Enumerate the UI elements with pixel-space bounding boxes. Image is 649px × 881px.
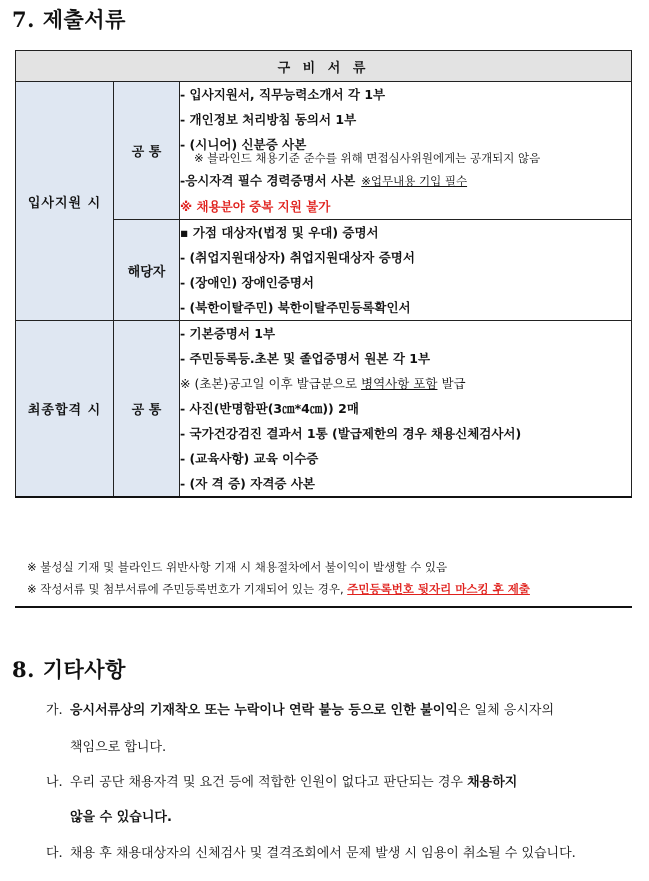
item-marker: 다.	[46, 846, 63, 861]
list-item	[180, 168, 631, 194]
item-text: 은 일체 응시자의	[457, 703, 555, 718]
no-duplicate-warning: ※ 채용분야 중복 지원 불가	[180, 199, 331, 214]
etc-item-da	[46, 842, 636, 861]
item-marker: 가.	[46, 703, 63, 718]
item-bold-text: 응시서류상의 기재착오 또는 누락이나 연락 불능 등으로 인한 불이익	[70, 703, 458, 718]
etc-item-ga	[46, 699, 636, 718]
item-bold-text: 채용하지	[467, 775, 518, 790]
list-item: - 입사지원서, 직무능력소개서 각 1부	[180, 87, 386, 102]
application-common-list	[180, 82, 632, 220]
group-label-application: 입사지원 시	[16, 82, 114, 321]
list-item: - (시니어) 신분증 사본	[180, 137, 307, 152]
career-cert-text: -응시자격 필수 경력증명서 사본	[180, 173, 356, 188]
list-item	[180, 371, 631, 396]
list-item: ▪ 가점 대상자(법정 및 우대) 증명서	[180, 225, 379, 240]
blind-note: ※ 블라인드 채용기준 준수를 위해 면접심사위원에게는 공개되지 않음	[194, 151, 541, 165]
list-item: - 사진(반명함판(3㎝*4㎝)) 2매	[180, 401, 359, 416]
note-line: ※ 불성실 기재 및 블라인드 위반사항 기재 시 채용절차에서 불이익이 발생할 수 있음	[27, 560, 448, 574]
career-cert-note: ※업무내용 기입 필수	[361, 174, 468, 188]
final-common-list	[180, 321, 632, 498]
group-label-final: 최종합격 시	[16, 321, 114, 498]
etc-item-ga-cont	[46, 736, 636, 755]
section-8-title: 8. 기타사항	[12, 657, 126, 682]
list-item: - (북한이탈주민) 북한이탈주민등록확인서	[180, 300, 411, 315]
sublabel-common: 공 통	[114, 82, 180, 220]
abstract-note-a: ※ (초본)공고일 이후 발급분으로	[180, 376, 362, 391]
documents-table	[15, 50, 632, 498]
item-text: 책임으로 합니다.	[70, 740, 167, 755]
list-item: - 개인정보 처리방침 동의서 1부	[180, 112, 357, 127]
table-notes	[15, 550, 632, 608]
list-item: - (취업지원대상자) 취업지원대상자 증명서	[180, 250, 415, 265]
list-item: - (장애인) 장애인증명서	[180, 275, 314, 290]
masking-note-text: ※ 작성서류 및 첨부서류에 주민등록번호가 기재되어 있는 경우,	[27, 582, 348, 596]
abstract-note-b: 발급	[437, 376, 466, 391]
item-marker: 나.	[46, 775, 63, 790]
item-text: 우리 공단 채용자격 및 요건 등에 적합한 인원이 없다고 판단되는 경우	[70, 775, 468, 790]
sublabel-common-final: 공 통	[114, 321, 180, 498]
list-item: - (교육사항) 교육 이수증	[180, 451, 319, 466]
table-header: 구 비 서 류	[16, 51, 632, 82]
section-7-title: 7. 제출서류	[12, 7, 126, 32]
note-line	[15, 578, 632, 600]
list-item: - 국가건강검진 결과서 1통 (발급제한의 경우 채용신체검사서)	[180, 426, 522, 441]
etc-item-na-cont	[46, 806, 636, 825]
abstract-note-underlined: 병역사항 포함	[361, 376, 438, 391]
item-bold-text: 않을 수 있습니다.	[70, 810, 172, 825]
masking-note-emphasis: 주민등록번호 뒷자리 마스킹 후 제출	[347, 582, 530, 596]
list-item: - (자 격 증) 자격증 사본	[180, 476, 315, 491]
list-item: - 주민등록등.초본 및 졸업증명서 원본 각 1부	[180, 351, 431, 366]
item-text: 채용 후 채용대상자의 신체검사 및 결격조회에서 문제 발생 시 임용이 취소될 수 있습니다.	[70, 846, 576, 861]
etc-item-na	[46, 771, 636, 790]
sublabel-applicable: 해당자	[114, 220, 180, 321]
list-item: - 기본증명서 1부	[180, 326, 276, 341]
application-applicable-list	[180, 220, 632, 321]
